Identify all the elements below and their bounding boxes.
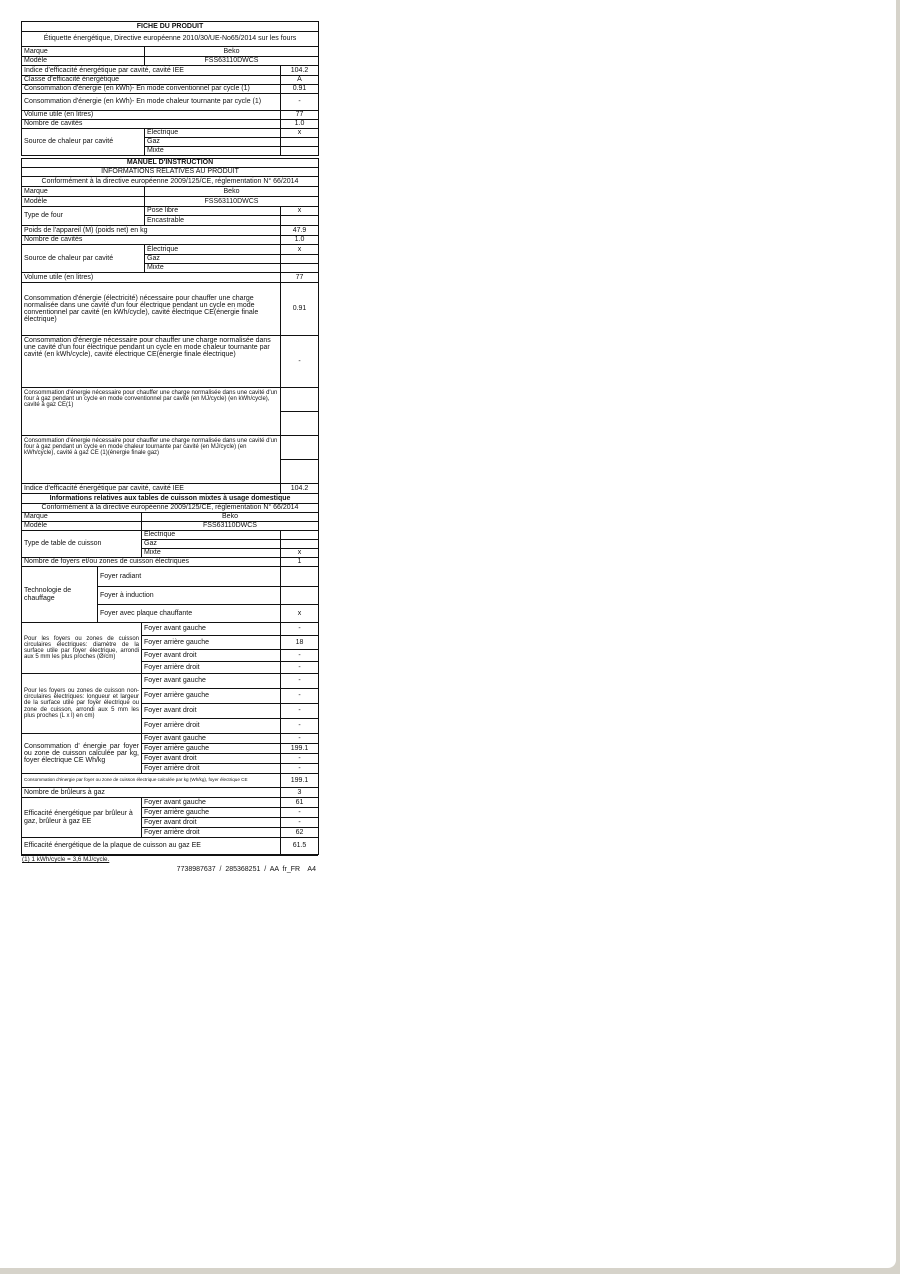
hob-model-value: FSS63110DWCS (142, 522, 319, 531)
manuel-regulation: Conformément à la directive européenne 2009/125/CE, réglementation N° 66/2014 (22, 177, 319, 187)
fiche-cavities-value: 1.0 (281, 120, 319, 129)
fiche-heat-mark (281, 147, 319, 156)
hob-gas-total-value: 61.5 (281, 838, 319, 855)
hob-zone-value: - (281, 818, 319, 828)
hob-tech-option: Foyer à induction (98, 587, 281, 605)
hob-zone-name: Foyer avant gauche (142, 674, 281, 689)
hob-zone-value: - (281, 754, 319, 764)
hob-zone-value: - (281, 808, 319, 818)
manuel-weight-label: Poids de l'appareil (M) (poids net) en kg (22, 226, 281, 236)
hob-zone-value: - (281, 689, 319, 704)
hob-tech-option: Foyer radiant (98, 567, 281, 587)
hob-zone-name: Foyer avant gauche (142, 798, 281, 808)
hob-zone-name: Foyer arrière droit (142, 764, 281, 774)
hob-tech-mark (281, 587, 319, 605)
hob-zone-value: - (281, 623, 319, 636)
manuel-heat-mark (281, 255, 319, 264)
fiche-cons-conv-value: 0.91 (281, 85, 319, 94)
fiche-subtitle: Étiquette énergétique, Directive européenne 2010/30/UE-No65/2014 sur les fours (22, 32, 319, 47)
hob-zone-value: - (281, 719, 319, 734)
hob-zone-value: - (281, 674, 319, 689)
hob-zone-name: Foyer arrière gauche (142, 689, 281, 704)
fiche-volume-label: Volume utile (en litres) (22, 111, 281, 120)
product-sheet (21, 21, 318, 873)
hob-zone-name: Foyer avant droit (142, 650, 281, 662)
hob-cons-total-value: 199.1 (281, 774, 319, 788)
hob-type-option: Gaz (142, 540, 281, 549)
hob-zone-value: - (281, 764, 319, 774)
hob-title: Informations relatives aux tables de cuisson mixtes à usage domestique (22, 494, 319, 504)
manuel-cons-conv-gas-value (281, 388, 319, 412)
fiche-cons-fan-label: Consommation d'énergie (en kWh)- En mode chaleur tournante par cycle (1) (22, 94, 281, 111)
hob-burners-value: 3 (281, 788, 319, 798)
hob-tech-mark (281, 567, 319, 587)
fiche-cons-conv-label: Consommation d'énergie (en kWh)- En mode conventionnel par cycle (1) (22, 85, 281, 94)
hob-type-mark (281, 531, 319, 540)
manuel-volume-label: Volume utile (en litres) (22, 273, 281, 283)
manuel-heat-option: Gaz (145, 255, 281, 264)
hob-type-mark (281, 540, 319, 549)
hob-tech-mark: x (281, 605, 319, 623)
hob-gas-eff-label: Efficacité énergétique par brûleur à gaz, brûleur à gaz EE (22, 798, 142, 838)
fiche-heat-mark (281, 138, 319, 147)
hob-zone-name: Foyer arrière droit (142, 719, 281, 734)
manuel-heat-source-label: Source de chaleur par cavité (22, 245, 145, 273)
hob-zone-value: - (281, 662, 319, 674)
fiche-class-label: Classe d'efficacité énergétique (22, 76, 281, 85)
manuel-title: MANUEL D'INSTRUCTION (22, 159, 319, 168)
fiche-iee-label: Indice d'efficacité énergétique par cavité, cavité IEE (22, 66, 281, 76)
fiche-heat-option: Électrique (145, 129, 281, 138)
manuel-brand-label: Marque (22, 187, 145, 197)
manuel-cons-fan-gas-label: Consommation d'énergie nécessaire pour chauffer une charge normalisée dans une cavité d'un four à gaz pendant un cycle en mode chaleur tournante par cavité (en MJ/cycle) (en kWh/cycle), cavité à gaz CE (1)(énergie finale gaz) (22, 436, 281, 484)
footnote: (1) 1 kWh/cycle = 3,6 MJ/cycle. (21, 855, 318, 863)
hob-consumption-label: Consommation d' énergie par foyer ou zone de cuisson calculée par kg, foyer électrique CE Wh/kg (22, 734, 142, 774)
hob-zone-name: Foyer avant droit (142, 704, 281, 719)
manuel-oven-type-label: Type de four (22, 207, 145, 226)
fiche-heat-mark: x (281, 129, 319, 138)
hob-zone-value: 18 (281, 636, 319, 650)
hob-zones-value: 1 (281, 558, 319, 567)
hob-model-label: Modèle (22, 522, 142, 531)
hob-zone-name: Foyer arrière gauche (142, 808, 281, 818)
manuel-model-value: FSS63110DWCS (145, 197, 319, 207)
hob-type-label: Type de table de cuisson (22, 531, 142, 558)
manuel-heat-mark (281, 264, 319, 273)
hob-table (21, 493, 319, 623)
hob-zone-value: - (281, 650, 319, 662)
hob-regulation: Conformément à la directive européenne 2009/125/CE, réglementation N° 66/2014 (22, 504, 319, 513)
fiche-heat-source-label: Source de chaleur par cavité (22, 129, 145, 156)
hob-brand-label: Marque (22, 513, 142, 522)
manuel-cons-fan-gas-value-2 (281, 460, 319, 484)
manuel-heat-mark: x (281, 245, 319, 255)
fiche-brand-label: Marque (22, 47, 145, 57)
hob-gas-total-label: Efficacité énergétique de la plaque de cuisson au gaz EE (22, 838, 281, 855)
manuel-heat-option: Mixte (145, 264, 281, 273)
manuel-cons-fan-elec-label: Consommation d'énergie nécessaire pour chauffer une charge normalisée dans une cavité d'un four électrique pendant un cycle en mode chaleur tournante par cavité (en kWh/cycle), cavité électrique CE(énergie finale électrique) (22, 336, 281, 388)
hob-cons-total-label: Consommation d'énergie par foyer ou zone de cuisson électrique calculée par kg (Wh/kg), foyer électrique CE (22, 774, 281, 788)
hob-zone-name: Foyer arrière gauche (142, 744, 281, 754)
fiche-brand-value: Beko (145, 47, 319, 57)
hob-zone-name: Foyer avant gauche (142, 623, 281, 636)
hob-circular-label: Pour les foyers ou zones de cuisson circulaires électriques: diamètre de la surface utile par foyer électrique, arrondi aux 5 mm les plus proches (Ø/cm) (22, 623, 142, 674)
fiche-iee-value: 104.2 (281, 66, 319, 76)
manuel-subtitle: INFORMATIONS RELATIVES AU PRODUIT (22, 168, 319, 177)
hob-zone-value: 62 (281, 828, 319, 838)
hob-zones-label: Nombre de foyers et/ou zones de cuisson électriques (22, 558, 281, 567)
manuel-cons-conv-elec-value: 0.91 (281, 283, 319, 336)
hob-tech-option: Foyer avec plaque chauffante (98, 605, 281, 623)
manuel-cons-conv-gas-value-2 (281, 412, 319, 436)
manuel-cavities-value: 1.0 (281, 236, 319, 245)
manuel-cons-conv-elec-label: Consommation d'énergie (électricité) nécessaire pour chauffer une charge normalisée dans une cavité d'un four électrique pendant un cycle en mode conventionnel par cavité (en kWh/cycle), cavité électrique CE(énergie finale électrique) (22, 283, 281, 336)
fiche-title: FICHE DU PRODUIT (22, 22, 319, 32)
fiche-model-value: FSS63110DWCS (145, 57, 319, 66)
hob-type-mark: x (281, 549, 319, 558)
fiche-volume-value: 77 (281, 111, 319, 120)
manuel-iee-value: 104.2 (281, 484, 319, 494)
manuel-cavities-label: Nombre de cavités (22, 236, 281, 245)
manuel-table (21, 158, 319, 494)
hob-zone-value: 199.1 (281, 744, 319, 754)
document-reference: 7738987637 / 285368251 / AA fr_FR A4 (176, 866, 316, 874)
manuel-oven-type-option: Pose libre (145, 207, 281, 216)
manuel-oven-type-mark (281, 216, 319, 226)
manuel-heat-option: Électrique (145, 245, 281, 255)
manuel-oven-type-mark: x (281, 207, 319, 216)
hob-type-option: Électrique (142, 531, 281, 540)
hob-brand-value: Beko (142, 513, 319, 522)
fiche-cons-fan-value: - (281, 94, 319, 111)
hob-zone-name: Foyer avant droit (142, 818, 281, 828)
manuel-weight-value: 47.9 (281, 226, 319, 236)
hob-zone-value: - (281, 734, 319, 744)
hob-zone-name: Foyer avant gauche (142, 734, 281, 744)
hob-zone-name: Foyer arrière droit (142, 662, 281, 674)
fiche-heat-option: Gaz (145, 138, 281, 147)
hob-zone-value: - (281, 704, 319, 719)
hob-zones-table (21, 622, 319, 855)
hob-zone-name: Foyer arrière droit (142, 828, 281, 838)
manuel-cons-fan-gas-value (281, 436, 319, 460)
hob-type-option: Mixte (142, 549, 281, 558)
hob-zone-name: Foyer arrière gauche (142, 636, 281, 650)
manuel-brand-value: Beko (145, 187, 319, 197)
manuel-model-label: Modèle (22, 197, 145, 207)
hob-zone-value: 61 (281, 798, 319, 808)
manuel-cons-conv-gas-label: Consommation d'énergie nécessaire pour chauffer une charge normalisée dans une cavité d'un four à gaz pendant un cycle en mode conventionnel par cavité (en MJ/cycle) (en kWh/cycle), cavité à gaz CE(1) (22, 388, 281, 436)
fiche-cavities-label: Nombre de cavités (22, 120, 281, 129)
manuel-cons-fan-elec-value: - (281, 336, 319, 388)
hob-noncircular-label: Pour les foyers ou zones de cuisson non-circulaires électriques: longueur et largeur de la surface utile par foyer électrique ou zone de cuisson, arrondi aux 5 mm les plus proches (L x l) en cm) (22, 674, 142, 734)
manuel-volume-value: 77 (281, 273, 319, 283)
fiche-class-value: A (281, 76, 319, 85)
manuel-iee-label: Indice d'efficacité énergétique par cavité, cavité IEE (22, 484, 281, 494)
fiche-table (21, 21, 319, 156)
manuel-oven-type-option: Encastrable (145, 216, 281, 226)
fiche-heat-option: Mixte (145, 147, 281, 156)
fiche-model-label: Modèle (22, 57, 145, 66)
hob-burners-label: Nombre de brûleurs à gaz (22, 788, 281, 798)
hob-zone-name: Foyer avant droit (142, 754, 281, 764)
hob-tech-label: Technologie de chauffage (22, 567, 98, 623)
